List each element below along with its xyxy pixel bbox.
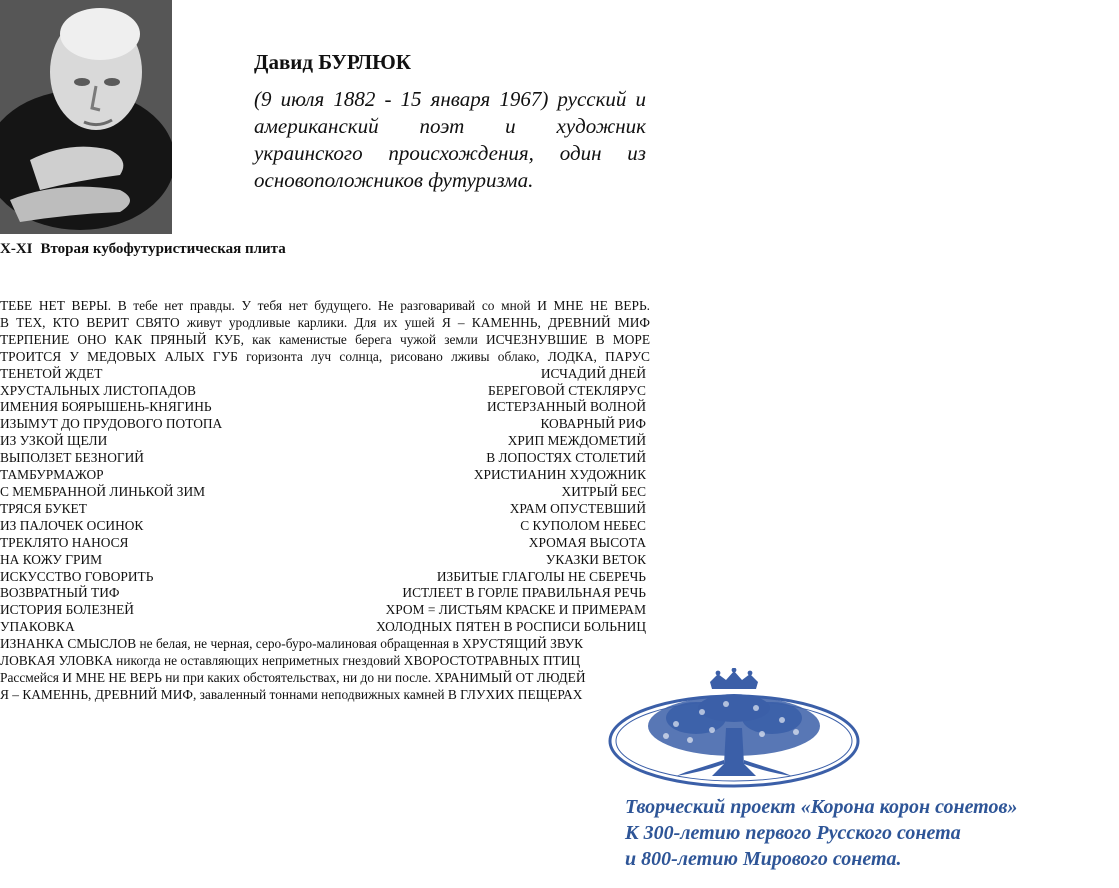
poem-right-line: В ЛОПОСТЯХ СТОЛЕТИЙ	[486, 450, 646, 466]
poem-body	[0, 298, 650, 704]
poem-right-line: ХИТРЫЙ БЕС	[561, 483, 646, 499]
poem-right-line: ХОЛОДНЫХ ПЯТЕН В РОСПИСИ БОЛЬНИЦ	[376, 619, 646, 635]
project-line-1: Творческий проект «Корона корон сонетов»	[625, 796, 1018, 818]
poem-left-line: ВОЗВРАТНЫЙ ТИФ	[0, 585, 120, 601]
poem-line: ЛОВКАЯ УЛОВКА никогда не оставляющих неприметных гнездовий ХВОРОСТОТРАВНЫХ ПТИЦ	[0, 653, 581, 669]
poem-title	[0, 241, 286, 258]
author-bio: (9 июля 1882 - 15 января 1967) русский и американский поэт и художник украинского происхождения, один из основоположников футуризма.	[254, 87, 646, 192]
poem-left-line: С МЕМБРАННОЙ ЛИНЬКОЙ ЗИМ	[0, 483, 206, 499]
poem-left-line: ТАМБУРМАЖОР	[0, 467, 104, 483]
poem-line: ТЕРПЕНИЕ ОНО КАК ПРЯНЫЙ КУБ, как каменистые берега чужой земли ИСЧЕЗНУВШИЕ В МОРЕ	[0, 331, 650, 347]
poem-column-row	[0, 585, 650, 602]
poem-line: ТРОИТСЯ У МЕДОВЫХ АЛЫХ ГУБ горизонта луч солнца, рисовано лживы облако, ЛОДКА, ПАРУС	[0, 348, 650, 364]
poem-left-line: УПАКОВКА	[0, 619, 75, 635]
poem-column-row	[0, 450, 650, 467]
poem-column-row	[0, 366, 650, 383]
poem-line: ТЕБЕ НЕТ ВЕРЫ. В тебе нет правды. У тебя нет будущего. Не разговаривай со мной И МНЕ НЕ ВЕРЬ.	[0, 298, 650, 313]
project-line-3: и 800-летию Мирового сонета.	[625, 848, 902, 870]
poem-column-row	[0, 501, 650, 518]
poem-left-line: ВЫПОЛЗЕТ БЕЗНОГИЙ	[0, 450, 144, 466]
poem-right-line: ХРИП МЕЖДОМЕТИЙ	[507, 433, 646, 449]
poem-column-row	[0, 535, 650, 552]
poem-right-line: БЕРЕГОВОЙ СТЕКЛЯРУС	[488, 382, 646, 398]
tree-icon	[648, 694, 820, 776]
poem-column-row	[0, 602, 650, 619]
poem-column-row	[0, 383, 650, 400]
poem-right-line: ИСТЛЕЕТ В ГОРЛЕ ПРАВИЛЬНАЯ РЕЧЬ	[402, 585, 646, 601]
poem-right-line: ИСЧАДИЙ ДНЕЙ	[540, 365, 646, 381]
poem-left-line: ИЗЫМУТ ДО ПРУДОВОГО ПОТОПА	[0, 416, 223, 432]
poem-column-row	[0, 619, 650, 636]
poem-right-line: ХРОМАЯ ВЫСОТА	[528, 534, 646, 550]
poem-right-line: С КУПОЛОМ НЕБЕС	[520, 517, 646, 533]
poem-line: ИЗНАНКА СМЫСЛОВ не белая, не черная, серо-буро-малиновая обращенная в ХРУСТЯЩИЙ ЗВУК	[0, 636, 584, 652]
poem-line: В ТЕХ, КТО ВЕРИТ СВЯТО живут уродливые карлики. Для их ушей Я – КАМЕННЬ, ДРЕВНИЙ МИФ	[0, 314, 650, 330]
poem-left-line: ИСТОРИЯ БОЛЕЗНЕЙ	[0, 602, 134, 618]
poem-right-line: ХРОМ = ЛИСТЬЯМ КРАСКЕ И ПРИМЕРАМ	[385, 602, 646, 618]
poem-column-row	[0, 552, 650, 569]
poem-left-line: ИЗ ПАЛОЧЕК ОСИНОК	[0, 517, 144, 533]
project-caption	[625, 794, 1017, 872]
author-name: Давид БУРЛЮК	[254, 50, 412, 74]
poem-line: Рассмейся И МНЕ НЕ ВЕРЬ ни при каких обстоятельствах, ни до ни после. ХРАНИМЫЙ ОТ ЛЮДЕЙ	[0, 669, 586, 685]
poem-left-line: ТРЕКЛЯТО НАНОСЯ	[0, 534, 129, 550]
poem-right-line: ИЗБИТЫЕ ГЛАГОЛЫ НЕ СБЕРЕЧЬ	[436, 568, 646, 584]
poem-left-line: ТЕНЕТОЙ ЖДЕТ	[0, 365, 103, 381]
poem-left-line: ИЗ УЗКОЙ ЩЕЛИ	[0, 433, 108, 449]
poem-column-row	[0, 518, 650, 535]
poem-column-row	[0, 569, 650, 586]
poem-column-row	[0, 467, 650, 484]
poem-column-row	[0, 399, 650, 416]
poem-left-line: ИМЕНИЯ БОЯРЫШЕНЬ-КНЯГИНЬ	[0, 399, 212, 415]
poem-right-line: ХРИСТИАНИН ХУДОЖНИК	[473, 467, 646, 483]
author-portrait	[0, 0, 172, 234]
poem-column-row	[0, 433, 650, 450]
poem-left-line: ХРУСТАЛЬНЫХ ЛИСТОПАДОВ	[0, 382, 196, 398]
poem-left-line: ИСКУССТВО ГОВОРИТЬ	[0, 568, 154, 584]
poem-column-row	[0, 484, 650, 501]
poem-line: Я – КАМЕННЬ, ДРЕВНИЙ МИФ, заваленный тоннами неподвижных камней В ГЛУХИХ ПЕЩЕРАХ	[0, 686, 583, 702]
poem-right-line: КОВАРНЫЙ РИФ	[540, 416, 646, 432]
poem-right-line: УКАЗКИ ВЕТОК	[545, 551, 646, 567]
project-logo	[606, 668, 862, 790]
project-line-2: К 300-летию первого Русского сонета	[625, 822, 961, 844]
poem-title-text: Вторая кубофутуристическая плита	[40, 241, 286, 257]
poem-number: X-XI	[0, 241, 33, 257]
poem-column-row	[0, 416, 650, 433]
poem-left-line: ТРЯСЯ БУКЕТ	[0, 500, 87, 516]
poem-right-line: ХРАМ ОПУСТЕВШИЙ	[509, 500, 646, 516]
poem-left-line: НА КОЖУ ГРИМ	[0, 551, 103, 567]
poem-right-line: ИСТЕРЗАННЫЙ ВОЛНОЙ	[486, 399, 646, 415]
